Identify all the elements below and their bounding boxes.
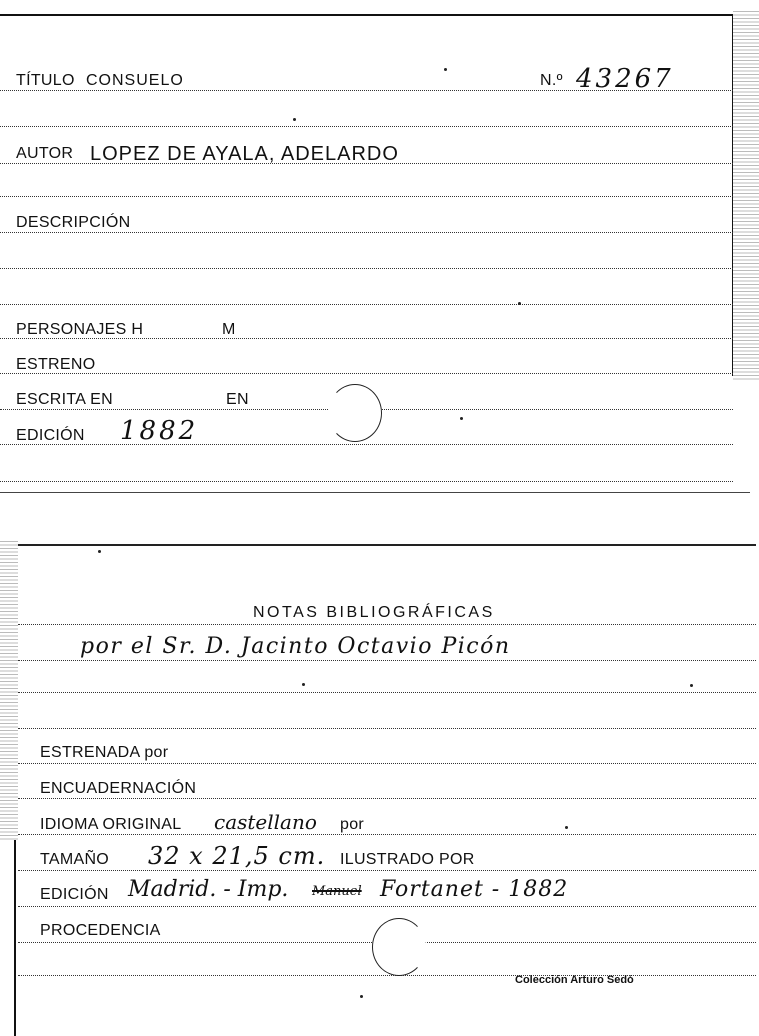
rule bbox=[18, 728, 756, 729]
speck bbox=[444, 68, 447, 71]
personajes-m-label: M bbox=[222, 321, 236, 338]
rule bbox=[18, 834, 756, 835]
personajes-label: PERSONAJES H bbox=[16, 321, 144, 338]
notas-heading: NOTAS BIBLIOGRÁFICAS bbox=[253, 604, 495, 621]
rule bbox=[0, 126, 733, 127]
edicion-value: 1882 bbox=[120, 416, 199, 446]
idioma-value: castellano bbox=[214, 810, 317, 834]
autor-value: LOPEZ DE AYALA, ADELARDO bbox=[90, 143, 399, 165]
rule bbox=[18, 763, 756, 764]
edicion-bottom-value2: Fortanet - 1882 bbox=[380, 877, 569, 902]
speck bbox=[293, 118, 296, 121]
tamano-label: TAMAÑO bbox=[40, 851, 110, 868]
edicion-label: EDICIÓN bbox=[16, 427, 85, 444]
rule bbox=[0, 409, 330, 410]
notas-value: por el Sr. D. Jacinto Octavio Picón bbox=[80, 634, 511, 659]
speck bbox=[302, 683, 305, 686]
escrita-en-second-label: EN bbox=[226, 391, 249, 408]
torn-edge-right bbox=[733, 10, 759, 380]
ilustrado-label: ILUSTRADO POR bbox=[340, 851, 475, 868]
idioma-por-label: por bbox=[340, 816, 365, 833]
speck bbox=[98, 550, 101, 553]
rule bbox=[0, 373, 733, 374]
edicion-bottom-label: EDICIÓN bbox=[40, 886, 109, 903]
rule bbox=[0, 304, 733, 305]
punch-hole-icon bbox=[328, 384, 382, 442]
numero-value: 43267 bbox=[576, 64, 674, 94]
rule bbox=[424, 942, 756, 943]
speck bbox=[518, 302, 521, 305]
rule bbox=[18, 624, 756, 625]
speck bbox=[460, 417, 463, 420]
titulo-value: CONSUELO bbox=[86, 72, 184, 89]
descripcion-label: DESCRIPCIÓN bbox=[16, 214, 131, 231]
rule bbox=[18, 942, 374, 943]
edicion-bottom-value: Madrid. - Imp. bbox=[128, 877, 289, 902]
autor-label: AUTOR bbox=[16, 145, 74, 162]
encuadernacion-label: ENCUADERNACIÓN bbox=[40, 780, 197, 797]
rule bbox=[0, 268, 733, 269]
idioma-label: IDIOMA ORIGINAL bbox=[40, 816, 182, 833]
procedencia-label: PROCEDENCIA bbox=[40, 922, 161, 939]
rule bbox=[18, 870, 756, 871]
rule bbox=[0, 232, 733, 233]
torn-edge-left bbox=[0, 540, 18, 840]
rule bbox=[18, 975, 756, 976]
punch-hole-icon bbox=[372, 918, 426, 976]
collection-stamp: Colección Arturo Sedó bbox=[515, 974, 634, 986]
titulo-label: TÍTULO bbox=[16, 72, 75, 89]
estreno-label: ESTRENO bbox=[16, 356, 96, 373]
rule bbox=[18, 660, 756, 661]
rule bbox=[18, 906, 756, 907]
numero-label: N.º bbox=[540, 72, 563, 89]
speck bbox=[360, 995, 363, 998]
speck bbox=[690, 684, 693, 687]
rule bbox=[0, 196, 733, 197]
rule bbox=[18, 692, 756, 693]
edicion-struck-word: Manuel bbox=[312, 884, 362, 899]
rule bbox=[0, 481, 733, 482]
rule bbox=[0, 444, 733, 445]
speck bbox=[565, 826, 568, 829]
tamano-value: 32 x 21,5 cm. bbox=[148, 842, 326, 870]
card-bottom-edge bbox=[0, 492, 750, 493]
escrita-en-label: ESCRITA EN bbox=[16, 391, 113, 408]
rule bbox=[18, 798, 756, 799]
rule bbox=[380, 409, 733, 410]
estrenada-label: ESTRENADA por bbox=[40, 744, 169, 761]
